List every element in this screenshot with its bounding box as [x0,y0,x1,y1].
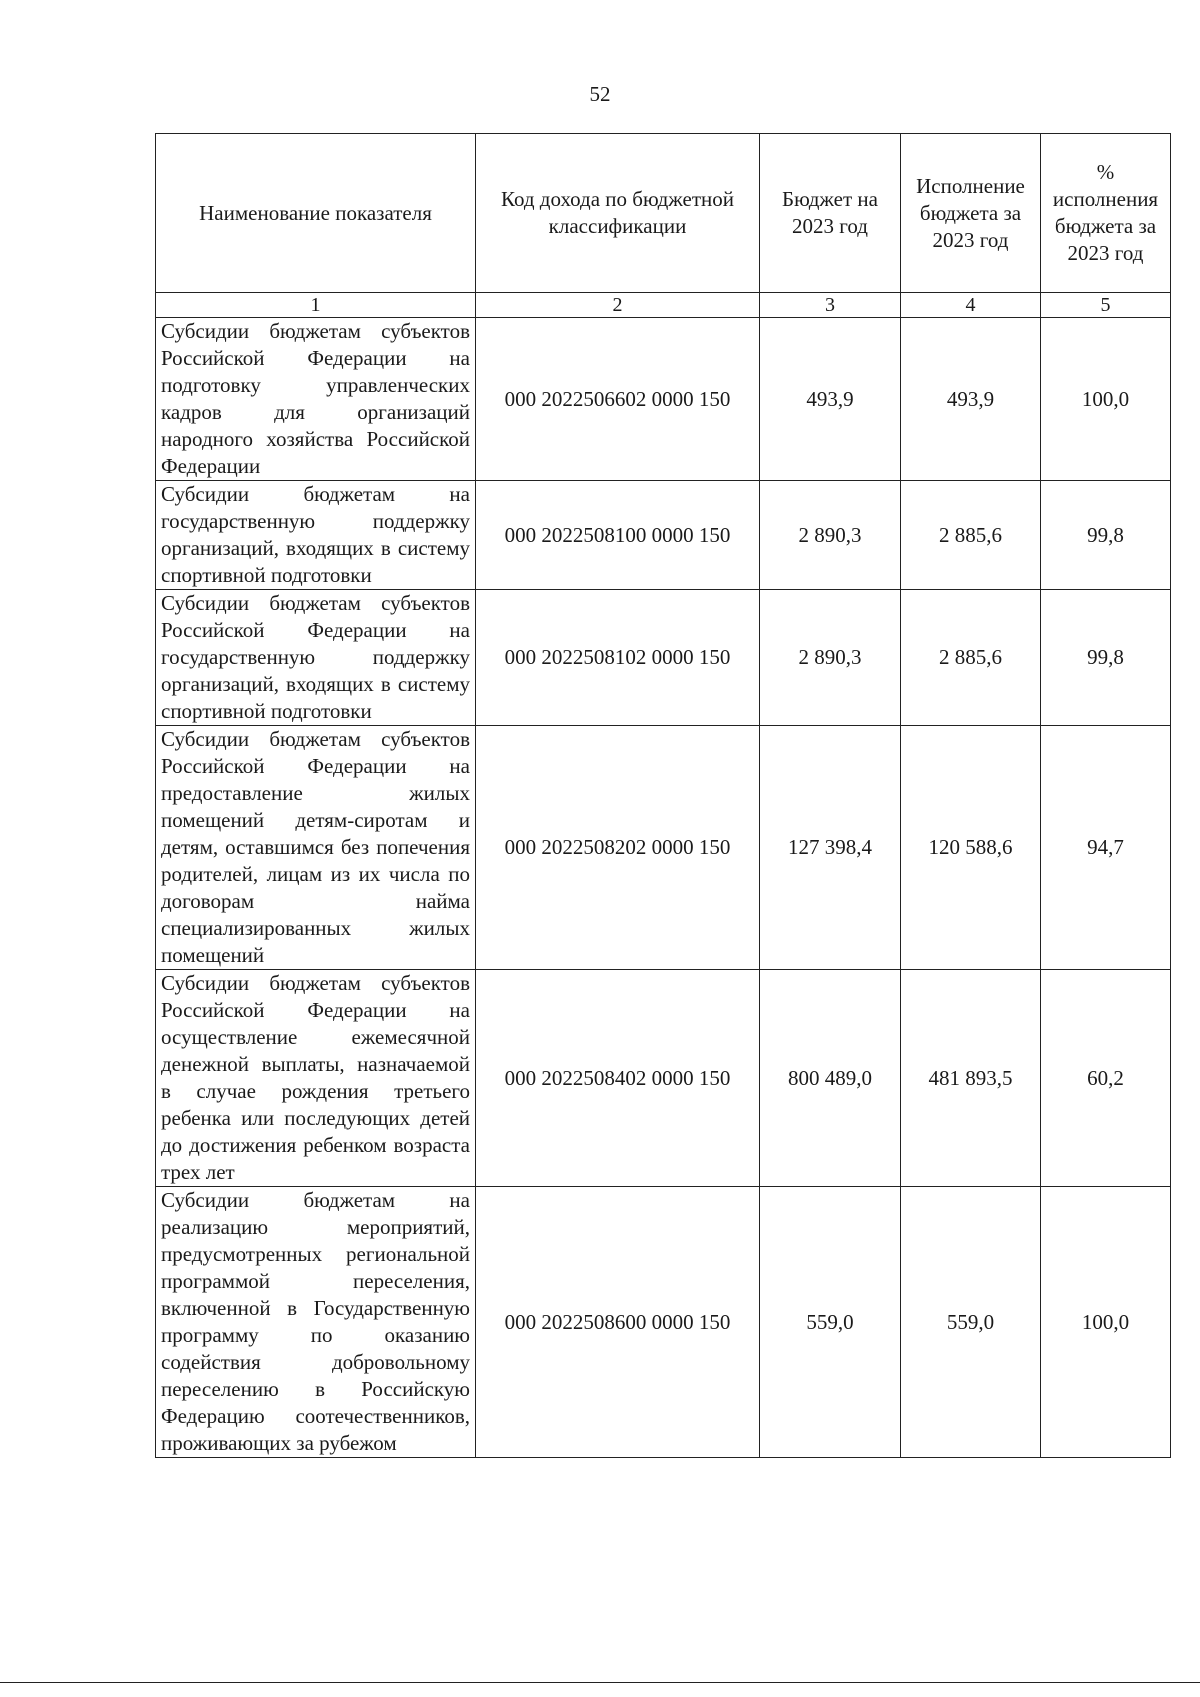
revenue-code-cell: 000 2022506602 0000 150 [476,318,760,481]
header-revenue-code: Код дохода по бюджетной классификации [476,134,760,293]
budget-cell: 127 398,4 [760,726,901,970]
header-execution-2023: Исполнение бюджета за 2023 год [901,134,1041,293]
table-row [156,481,1171,590]
budget-cell: 2 890,3 [760,481,901,590]
execution-cell: 2 885,6 [901,590,1041,726]
budget-cell: 800 489,0 [760,970,901,1187]
column-number: 3 [760,293,901,318]
table-row [156,318,1171,481]
indicator-name-cell: Субсидии бюджетам субъектов Российской Федерации на государственную поддержку организаций, входящих в систему спортивной подготовки [156,590,476,726]
page-bottom-rule [0,1682,1200,1683]
execution-cell: 120 588,6 [901,726,1041,970]
percent-cell: 94,7 [1041,726,1171,970]
indicator-name-cell: Субсидии бюджетам субъектов Российской Федерации на подготовку управленческих кадров для организаций народного хозяйства Российской Федерации [156,318,476,481]
budget-cell: 2 890,3 [760,590,901,726]
column-number: 2 [476,293,760,318]
indicator-name-cell: Субсидии бюджетам на реализацию мероприятий, предусмотренных региональной программой переселения, включенной в Государственную программу по оказанию содействия добровольному переселению в Российскую Федерацию соотечественников, проживающих за рубежом [156,1187,476,1458]
percent-cell: 99,8 [1041,481,1171,590]
revenue-code-cell: 000 2022508202 0000 150 [476,726,760,970]
table-row [156,1187,1171,1458]
execution-cell: 2 885,6 [901,481,1041,590]
header-indicator-name: Наименование показателя [156,134,476,293]
revenue-code-cell: 000 2022508100 0000 150 [476,481,760,590]
column-number: 1 [156,293,476,318]
column-number: 5 [1041,293,1171,318]
percent-cell: 60,2 [1041,970,1171,1187]
execution-cell: 481 893,5 [901,970,1041,1187]
revenue-code-cell: 000 2022508102 0000 150 [476,590,760,726]
header-budget-2023: Бюджет на 2023 год [760,134,901,293]
execution-cell: 559,0 [901,1187,1041,1458]
indicator-name-cell: Субсидии бюджетам на государственную поддержку организаций, входящих в систему спортивной подготовки [156,481,476,590]
revenue-code-cell: 000 2022508402 0000 150 [476,970,760,1187]
table-row [156,726,1171,970]
budget-revenue-table [155,133,1171,1458]
execution-cell: 493,9 [901,318,1041,481]
budget-cell: 559,0 [760,1187,901,1458]
page-number: 52 [589,82,611,106]
percent-cell: 99,8 [1041,590,1171,726]
indicator-name-cell: Субсидии бюджетам субъектов Российской Федерации на осуществление ежемесячной денежной выплаты, назначаемой в случае рождения третьего ребенка или последующих детей до достижения ребенком возраста трех лет [156,970,476,1187]
table-row [156,970,1171,1187]
table-header-row [156,134,1171,293]
budget-cell: 493,9 [760,318,901,481]
column-number-row [156,293,1171,318]
column-number: 4 [901,293,1041,318]
header-execution-percent: % исполнения бюджета за 2023 год [1041,134,1171,293]
indicator-name-cell: Субсидии бюджетам субъектов Российской Федерации на предоставление жилых помещений детям-сиротам и детям, оставшимся без попечения родителей, лицам из их числа по договорам найма специализированных жилых помещений [156,726,476,970]
table-row [156,590,1171,726]
revenue-code-cell: 000 2022508600 0000 150 [476,1187,760,1458]
percent-cell: 100,0 [1041,1187,1171,1458]
percent-cell: 100,0 [1041,318,1171,481]
